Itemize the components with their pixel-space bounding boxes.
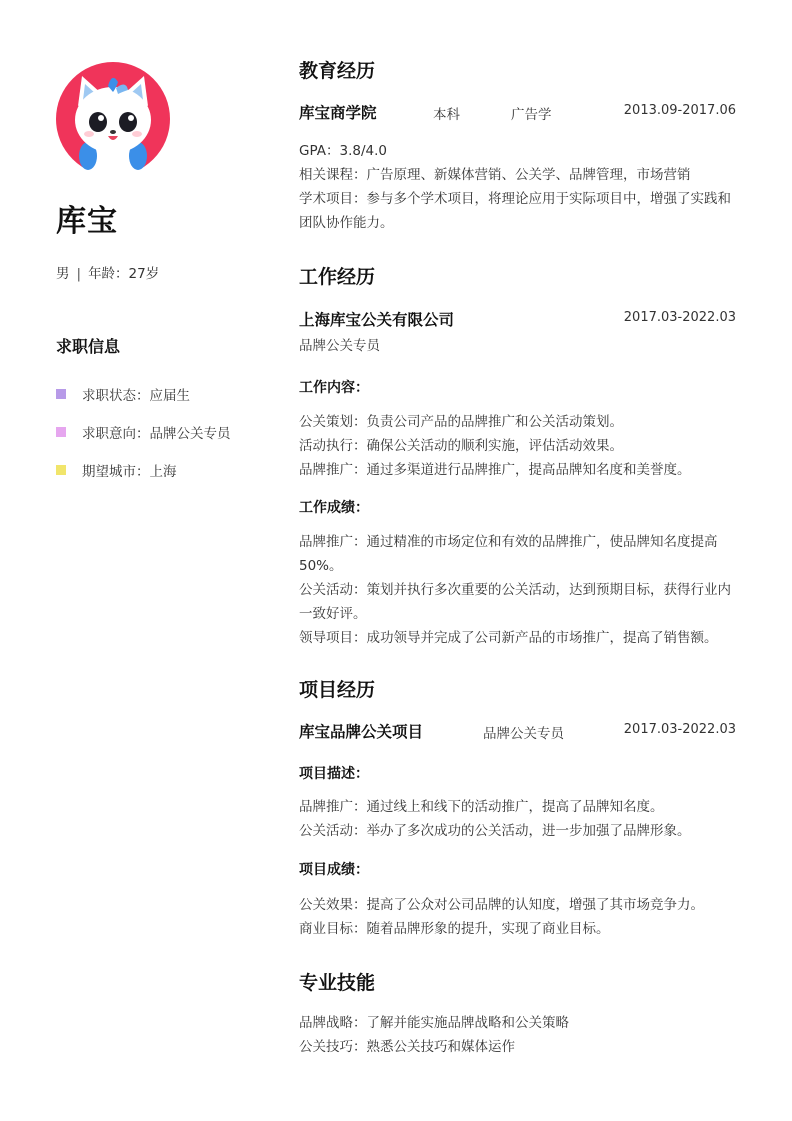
education-details (299, 139, 736, 235)
job-intention-title: 求职信息 (56, 337, 121, 356)
job-status-item (56, 384, 266, 422)
project-desc-title: 项目描述： (299, 766, 369, 782)
job-intention-item (56, 422, 266, 460)
skill-line: 品牌战略：了解并能实施品牌战略和公关策略 (299, 1015, 569, 1031)
project-header-row (299, 720, 736, 742)
work-achievement-line: 品牌推广：通过精准的市场定位和有效的品牌推广，使品牌知名度提高50%。 (299, 534, 718, 574)
degree: 本科 (433, 107, 460, 123)
project-period: 2017.03-2022.03 (623, 722, 736, 737)
courses-line: 相关课程：广告原理、新媒体营销、公关学、品牌管理，市场营销 (299, 167, 691, 183)
work-position: 品牌公关专员 (299, 338, 380, 354)
skills-list (299, 1011, 736, 1059)
expected-city-item (56, 460, 266, 498)
project-role: 品牌公关专员 (483, 726, 564, 742)
expected-city-label: 期望城市：上海 (82, 464, 177, 480)
project-result-title: 项目成绩： (299, 862, 369, 878)
basic-info (56, 262, 159, 282)
project-name: 库宝品牌公关项目 (299, 723, 424, 741)
work-achievement-line: 公关活动：策划并执行多次重要的公关活动，达到预期目标，获得行业内一致好评。 (299, 582, 731, 622)
education-section-title: 教育经历 (299, 60, 376, 82)
project-desc-line: 品牌推广：通过线上和线下的活动推广，提高了品牌知名度。 (299, 799, 664, 815)
project-results (299, 893, 736, 941)
work-section-title: 工作经历 (299, 266, 376, 288)
education-header-row (299, 101, 736, 123)
work-content-line: 活动执行：确保公关活动的顺利实施，评估活动效果。 (299, 438, 623, 454)
bullet-square-icon (56, 389, 66, 399)
age: 年龄：27岁 (88, 266, 160, 282)
work-content-line: 公关策划：负责公司产品的品牌推广和公关活动策划。 (299, 414, 623, 430)
work-achievements (299, 530, 736, 650)
skill-line: 公关技巧：熟悉公关技巧和媒体运作 (299, 1039, 515, 1055)
job-intention-list (56, 384, 266, 498)
company-name: 上海库宝公关有限公司 (299, 311, 455, 329)
job-intention-label: 求职意向：品牌公关专员 (82, 426, 231, 442)
job-status-label: 求职状态：应届生 (82, 388, 190, 404)
school-name: 库宝商学院 (299, 104, 377, 122)
skills-section-title: 专业技能 (299, 972, 376, 994)
project-result-line: 公关效果：提高了公众对公司品牌的认知度，增强了其市场竞争力。 (299, 897, 704, 913)
project-result-line: 商业目标：随着品牌形象的提升，实现了商业目标。 (299, 921, 610, 937)
candidate-name: 库宝 (56, 204, 118, 239)
education-period: 2013.09-2017.06 (623, 103, 736, 118)
gender: 男 (56, 266, 70, 282)
academic-projects-line: 学术项目：参与多个学术项目，将理论应用于实际项目中，增强了实践和团队协作能力。 (299, 191, 731, 231)
work-content-line: 品牌推广：通过多渠道进行品牌推广，提高品牌知名度和美誉度。 (299, 462, 691, 478)
work-content (299, 410, 736, 482)
project-section-title: 项目经历 (299, 679, 376, 701)
major: 广告学 (511, 107, 552, 123)
work-period: 2017.03-2022.03 (623, 310, 736, 325)
gpa-line: GPA：3.8/4.0 (299, 143, 387, 159)
work-content-title: 工作内容： (299, 380, 369, 396)
bullet-square-icon (56, 465, 66, 475)
work-header-row (299, 308, 736, 330)
work-achievement-line: 领导项目：成功领导并完成了公司新产品的市场推广，提高了销售额。 (299, 630, 718, 646)
project-description (299, 795, 736, 843)
avatar (56, 62, 170, 176)
info-separator: | (76, 266, 82, 282)
bullet-square-icon (56, 427, 66, 437)
project-desc-line: 公关活动：举办了多次成功的公关活动，进一步加强了品牌形象。 (299, 823, 691, 839)
cat-mascot-icon (56, 62, 170, 176)
work-achievement-title: 工作成绩： (299, 500, 369, 516)
